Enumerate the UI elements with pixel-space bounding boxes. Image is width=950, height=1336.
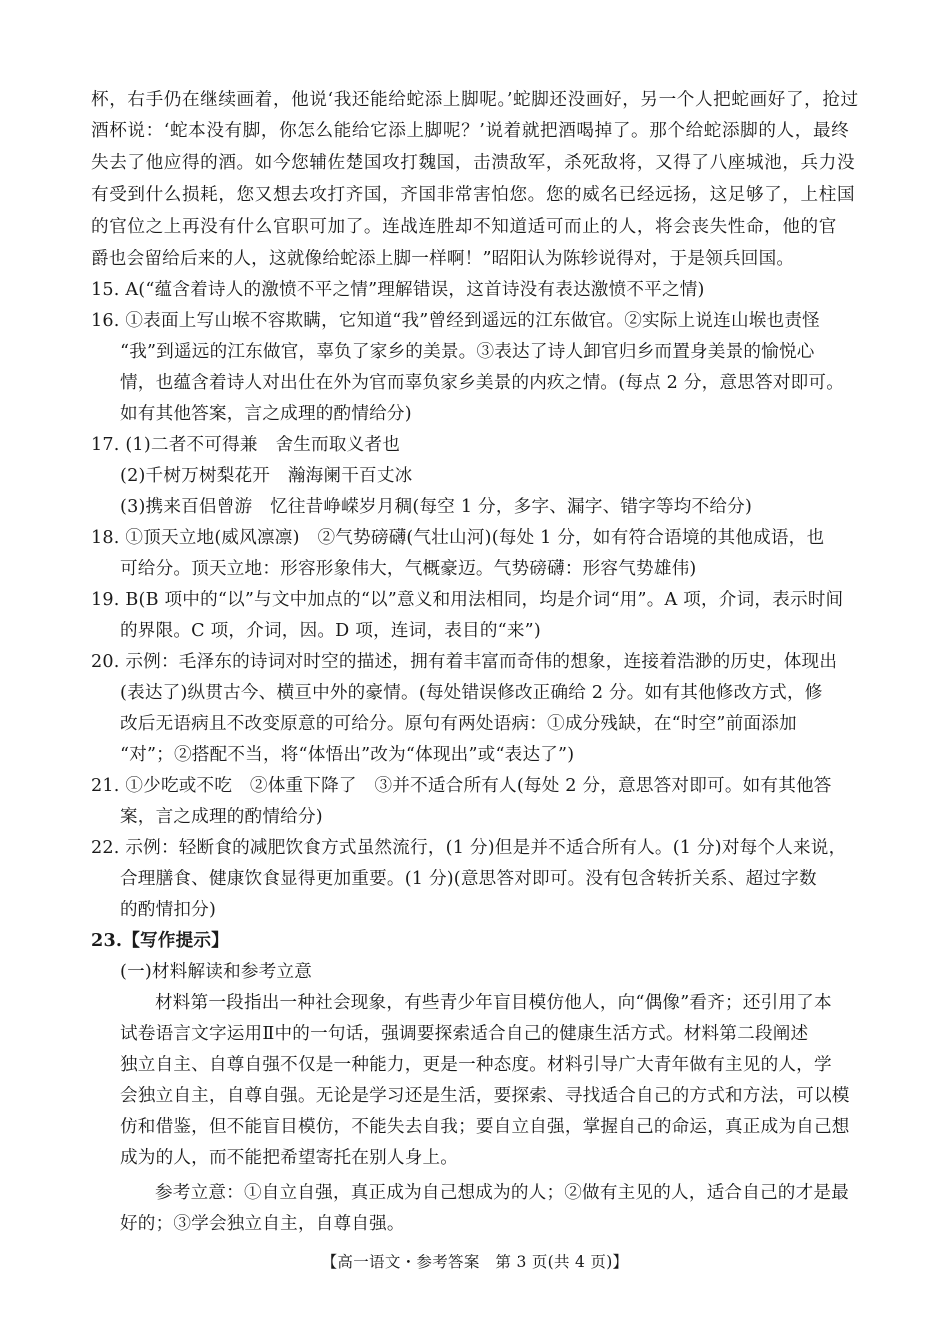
- answer-21: 21. ①少吃或不吃 ②体重下降了 ③并不适合所有人(每处 2 分，意思答对即可。如有其他答: [91, 776, 832, 796]
- paragraph-line: 好的；③学会独立自主，自尊自强。: [120, 1214, 405, 1234]
- answer-20-cont: 改后无语病且不改变原意的可给分。原句有两处语病：①成分残缺，在“时空”前面添加: [120, 714, 797, 734]
- answer-16: 16. ①表面上写山堠不容欺瞒，它知道“我”曾经到遥远的江东做官。②实际上说连山堠也责怪: [91, 311, 820, 331]
- answer-15: 15. A(“蕴含着诗人的激愤不平之情”理解错误，这首诗没有表达激愤不平之情): [91, 280, 705, 300]
- answer-16-cont: 如有其他答案，言之成理的酌情给分): [120, 404, 412, 424]
- answer-17: 17. (1)二者不可得兼 舍生而取义者也: [91, 435, 401, 455]
- writing-tips-heading: 23.【写作提示】: [91, 930, 229, 951]
- paragraph-line: 成为的人，而不能把希望寄托在别人身上。: [120, 1148, 459, 1168]
- paragraph-line: 独立自主、自尊自强不仅是一种能力，更是一种态度。材料引导广大青年做有主见的人，学: [120, 1055, 832, 1075]
- text-line: 酒杯说：‘蛇本没有脚，你怎么能给它添上脚呢？’说着就把酒喝掉了。那个给蛇添脚的人，最终: [91, 121, 850, 141]
- paragraph-line: 仿和借鉴，但不能盲目模仿，不能失去自我；要自立自强，掌握自己的命运，真正成为自己想: [120, 1117, 850, 1137]
- answer-16-cont: “我”到遥远的江东做官，辜负了家乡的美景。③表达了诗人卸官归乡而置身美景的愉悦心: [120, 342, 815, 362]
- answer-20-cont: (表达了)纵贯古今、横亘中外的豪情。(每处错误修改正确给 2 分。如有其他修改方式，修: [120, 683, 823, 703]
- answer-20: 20. 示例：毛泽东的诗词对时空的描述，拥有着丰富而奇伟的想象，连接着浩渺的历史，体现出: [91, 652, 838, 672]
- section-subheading: (一)材料解读和参考立意: [120, 962, 313, 982]
- answer-19-cont: 的界限。C 项，介词，因。D 项，连词，表目的“来”): [120, 621, 541, 641]
- answer-17-2: (2)千树万树梨花开 瀚海阑干百丈冰: [120, 466, 413, 486]
- page-footer: 【高一语文・参考答案 第 3 页(共 4 页)】: [321, 1253, 629, 1271]
- answer-22-cont: 的酌情扣分): [120, 900, 217, 920]
- text-line: 失去了他应得的酒。如今您辅佐楚国攻打魏国，击溃敌军，杀死敌将，又得了八座城池，兵力没: [91, 153, 856, 173]
- answer-18-cont: 可给分。顶天立地：形容形象伟大，气概豪迈。气势磅礴：形容气势雄伟): [120, 559, 697, 579]
- answer-20-cont: “对”；②搭配不当，将“体悟出”改为“体现出”或“表达了”): [120, 745, 575, 765]
- answer-16-cont: 情，也蕴含着诗人对出仕在外为官而辜负家乡美景的内疚之情。(每点 2 分，意思答对即可。: [120, 373, 845, 393]
- answer-22-cont: 合理膳食、健康饮食显得更加重要。(1 分)(意思答对即可。没有包含转折关系、超过字数: [120, 869, 817, 889]
- answer-17-3: (3)携来百侣曾游 忆往昔峥嵘岁月稠(每空 1 分，多字、漏字、错字等均不给分): [120, 497, 753, 517]
- paragraph-line: 会独立自主，自尊自强。无论是学习还是生活，要探索、寻找适合自己的方式和方法，可以模: [120, 1086, 850, 1106]
- paragraph-line: 参考立意：①自立自强，真正成为自己想成为的人；②做有主见的人，适合自己的才是最: [155, 1183, 849, 1203]
- text-line: 有受到什么损耗，您又想去攻打齐国，齐国非常害怕您。您的威名已经远扬，这足够了，上柱国: [91, 185, 856, 205]
- answer-19: 19. B(B 项中的“以”与文中加点的“以”意义和用法相同，均是介词“用”。A 项，介词，表示时间: [91, 590, 844, 610]
- text-line: 的官位之上再没有什么官职可加了。连战连胜却不知道适可而止的人，将会丧失性命，他的官: [91, 217, 837, 237]
- paragraph-line: 试卷语言文字运用Ⅱ中的一句话，强调要探索适合自己的健康生活方式。材料第二段阐述: [120, 1024, 809, 1044]
- answer-22: 22. 示例：轻断食的减肥饮食方式虽然流行，(1 分)但是并不适合所有人。(1 分)对每个人来说，: [91, 838, 847, 858]
- text-line: 爵也会留给后来的人，这就像给蛇添上脚一样啊！”昭阳认为陈轸说得对，于是领兵回国。: [91, 249, 795, 269]
- text-line: 杯，右手仍在继续画着，他说‘我还能给蛇添上脚呢。’蛇脚还没画好，另一个人把蛇画好了，抢过: [91, 90, 859, 110]
- paragraph-line: 材料第一段指出一种社会现象，有些青少年盲目模仿他人，向“偶像”看齐；还引用了本: [155, 993, 832, 1013]
- answer-18: 18. ①顶天立地(威风凛凛) ②气势磅礴(气壮山河)(每处 1 分，如有符合语境的其他成语，也: [91, 528, 825, 548]
- answer-21-cont: 案，言之成理的酌情给分): [120, 807, 323, 827]
